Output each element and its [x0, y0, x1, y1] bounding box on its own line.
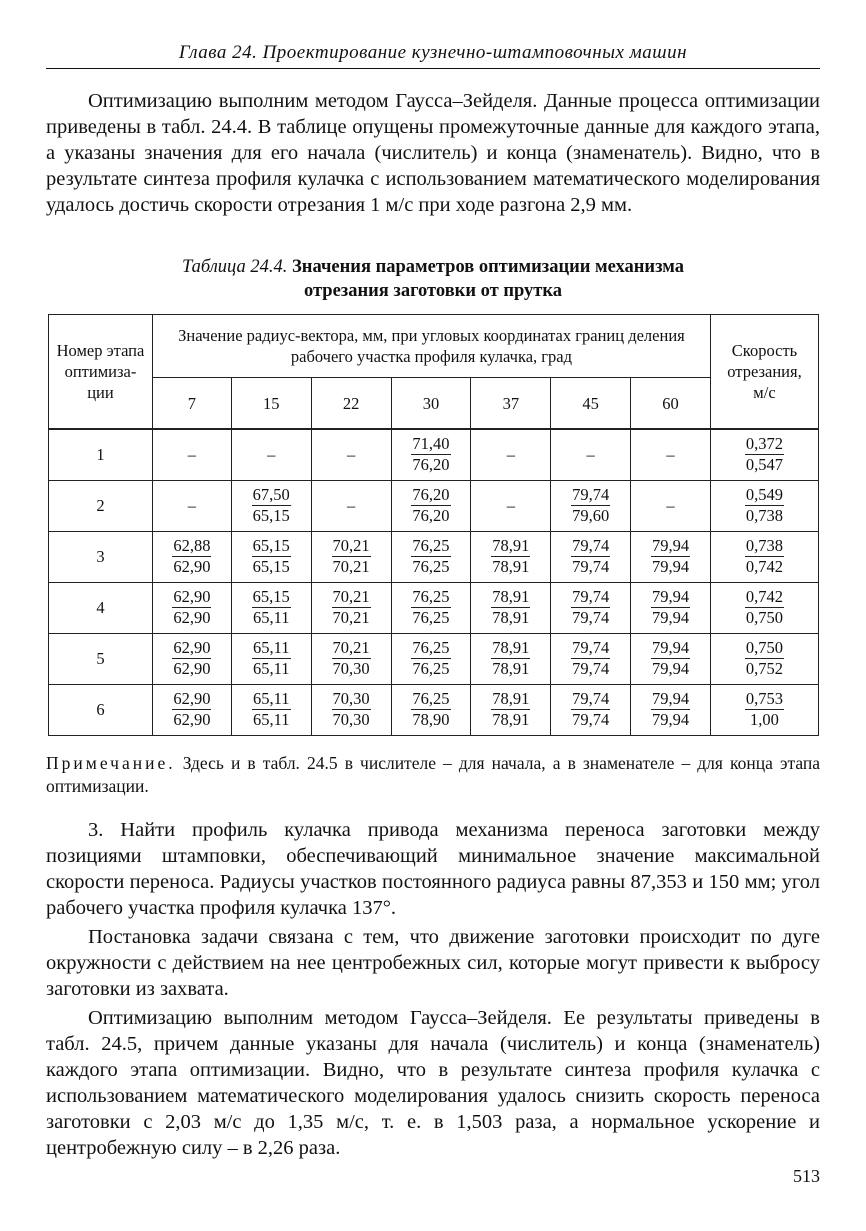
denominator-end-value: 79,74 — [572, 659, 610, 678]
radius-value-cell — [311, 684, 391, 735]
denominator-end-value: 1,00 — [750, 710, 779, 729]
radius-value-cell — [311, 633, 391, 684]
numerator-start-value: 0,372 — [745, 434, 784, 454]
denominator-end-value: 79,94 — [651, 557, 690, 576]
empty-dash-cell: – — [152, 480, 231, 531]
fraction — [411, 638, 450, 679]
table-row — [49, 633, 819, 684]
empty-dash-cell: – — [471, 480, 551, 531]
denominator-end-value: 65,15 — [252, 506, 290, 525]
radius-value-cell — [551, 531, 631, 582]
optimization-table — [48, 314, 819, 736]
header-speed: Скорость отрезания, м/с — [710, 315, 818, 430]
numerator-start-value: 79,74 — [572, 689, 610, 708]
denominator-end-value: 62,90 — [173, 710, 211, 729]
table-row — [49, 684, 819, 735]
fraction — [491, 536, 530, 577]
numerator-start-value: 70,21 — [332, 536, 370, 555]
fraction — [172, 536, 211, 577]
fraction — [411, 587, 450, 628]
numerator-start-value: 79,74 — [572, 536, 610, 555]
denominator-end-value: 78,91 — [492, 710, 530, 729]
radius-value-cell — [391, 582, 471, 633]
denominator-end-value: 62,90 — [173, 659, 211, 678]
denominator-end-value: 79,74 — [572, 710, 610, 729]
paragraph-task-3: 3. Найти профиль кулачка привода механизма переноса заготовки между позициями штамповки, обеспечивающий минимальное значение максимальной скорости переноса. Радиусы участков постоянного радиуса равны 87,353 и 150 мм; угол рабочего участка профиля кулачка 137°. — [46, 819, 820, 919]
stage-number-cell: 1 — [49, 429, 153, 480]
fraction — [745, 485, 784, 526]
empty-dash-cell: – — [311, 480, 391, 531]
fraction — [252, 536, 291, 577]
header-stage: Номер этапа оптимиза-ции — [49, 315, 153, 430]
radius-value-cell — [551, 633, 631, 684]
numerator-start-value: 0,742 — [745, 587, 784, 606]
table-row — [49, 531, 819, 582]
radius-value-cell — [631, 531, 711, 582]
denominator-end-value: 76,25 — [412, 557, 450, 576]
fraction — [332, 536, 371, 577]
numerator-start-value: 65,11 — [252, 638, 290, 657]
running-header: Глава 24. Проектирование кузнечно-штамповочных машин — [178, 42, 688, 63]
note-label: Примечание. — [46, 753, 176, 773]
table-note — [46, 752, 820, 798]
numerator-start-value: 70,21 — [332, 638, 370, 657]
header-angle: 37 — [471, 378, 551, 430]
radius-value-cell — [391, 480, 471, 531]
radius-value-cell — [471, 531, 551, 582]
numerator-start-value: 79,94 — [651, 587, 690, 606]
stage-number-cell: 3 — [49, 531, 153, 582]
denominator-end-value: 70,30 — [332, 710, 370, 729]
note-text: Здесь и в табл. 24.5 в числителе – для начала, а в знаменателе – для конца этапа оптимизации. — [46, 753, 821, 796]
stage-number-cell: 4 — [49, 582, 153, 633]
numerator-start-value: 67,50 — [252, 485, 290, 504]
denominator-end-value: 78,91 — [492, 659, 530, 678]
radius-value-cell — [471, 633, 551, 684]
fraction — [252, 485, 291, 526]
header-angle: 15 — [231, 378, 311, 430]
radius-value-cell — [152, 582, 231, 633]
fraction — [172, 638, 211, 679]
intro-paragraph: Оптимизацию выполним методом Гаусса–Зейделя. Данные процесса оптимизации приведены в табл. 24.4. В таблице опущены промежуточные данные для каждого этапа, а указаны значения для его начала (числитель) и конца (знаменатель). Видно, что в результате синтеза профиля кулачка с использованием математического моделирования удалось достичь скорости отрезания 1 м/с при ходе разгона 2,9 мм. — [46, 90, 820, 216]
body-block — [46, 817, 820, 1161]
radius-value-cell — [231, 582, 311, 633]
numerator-start-value: 76,25 — [412, 638, 450, 657]
denominator-end-value: 70,21 — [332, 557, 370, 576]
page-number: 513 — [793, 1166, 820, 1186]
stage-number-cell: 6 — [49, 684, 153, 735]
speed-value-cell — [710, 531, 818, 582]
numerator-start-value: 78,91 — [492, 587, 530, 606]
header-radius: Значение радиус-вектора, мм, при угловых координатах границ деления рабочего участка профиля кулачка, град — [152, 315, 710, 378]
denominator-end-value: 79,74 — [572, 608, 610, 627]
table-body — [49, 429, 819, 735]
table-caption — [46, 255, 820, 303]
denominator-end-value: 78,91 — [492, 608, 530, 627]
denominator-end-value: 0,750 — [745, 608, 784, 627]
paragraph-problem-statement: Постановка задачи связана с тем, что движение заготовки происходит по дуге окружности с действием на нее центробежных сил, которые могут привести к выбросу заготовки из захвата. — [46, 926, 820, 1000]
empty-dash-cell: – — [152, 429, 231, 480]
denominator-end-value: 76,25 — [412, 659, 450, 678]
numerator-start-value: 65,15 — [252, 587, 290, 606]
fraction — [651, 587, 690, 628]
fraction — [571, 587, 610, 628]
radius-value-cell — [152, 633, 231, 684]
fraction — [745, 689, 784, 730]
numerator-start-value: 79,94 — [651, 536, 690, 555]
denominator-end-value: 70,30 — [332, 659, 370, 678]
speed-value-cell — [710, 633, 818, 684]
radius-value-cell — [231, 684, 311, 735]
numerator-start-value: 65,11 — [252, 689, 290, 708]
denominator-end-value: 76,20 — [412, 506, 450, 525]
numerator-start-value: 0,750 — [745, 638, 784, 657]
numerator-start-value: 70,30 — [332, 689, 370, 708]
fraction — [252, 689, 291, 730]
numerator-start-value: 62,90 — [173, 638, 211, 657]
denominator-end-value: 79,94 — [651, 608, 690, 627]
numerator-start-value: 0,753 — [745, 689, 784, 708]
fraction — [411, 689, 450, 730]
header-angle: 45 — [551, 378, 631, 430]
empty-dash-cell: – — [631, 429, 711, 480]
empty-dash-cell: – — [631, 480, 711, 531]
radius-value-cell — [631, 684, 711, 735]
fraction — [332, 689, 371, 730]
numerator-start-value: 79,94 — [651, 638, 690, 657]
empty-dash-cell: – — [471, 429, 551, 480]
stage-number-cell: 2 — [49, 480, 153, 531]
fraction — [745, 587, 784, 628]
radius-value-cell — [631, 633, 711, 684]
fraction — [172, 689, 211, 730]
numerator-start-value: 79,74 — [572, 638, 610, 657]
empty-dash-cell: – — [551, 429, 631, 480]
denominator-end-value: 70,21 — [332, 608, 370, 627]
denominator-end-value: 79,94 — [651, 659, 690, 678]
fraction — [651, 638, 690, 679]
numerator-start-value: 76,25 — [412, 587, 450, 606]
header-rule — [46, 68, 820, 69]
radius-value-cell — [471, 684, 551, 735]
radius-value-cell — [631, 582, 711, 633]
table-caption-label: Таблица 24.4. — [182, 257, 288, 277]
speed-value-cell — [710, 480, 818, 531]
fraction — [745, 536, 784, 577]
denominator-end-value: 0,752 — [745, 659, 784, 678]
radius-value-cell — [471, 582, 551, 633]
denominator-end-value: 62,90 — [173, 557, 211, 576]
fraction — [411, 536, 450, 577]
numerator-start-value: 62,88 — [173, 536, 211, 555]
fraction — [651, 536, 690, 577]
radius-value-cell — [311, 531, 391, 582]
speed-value-cell — [710, 429, 818, 480]
fraction — [571, 638, 610, 679]
table-row — [49, 582, 819, 633]
numerator-start-value: 79,74 — [572, 485, 610, 504]
speed-value-cell — [710, 582, 818, 633]
numerator-start-value: 79,94 — [651, 689, 690, 708]
header-angle: 30 — [391, 378, 471, 430]
denominator-end-value: 79,74 — [572, 557, 610, 576]
table-caption-title-line2: отрезания заготовки от прутка — [303, 281, 563, 301]
paragraph-optimization-result: Оптимизацию выполним методом Гаусса–Зейделя. Ее результаты приведены в табл. 24.5, причем данные указаны для начала (числитель) и конца (знаменатель) каждого этапа оптимизации. Видно, что в результате синтеза профиля кулачка с использованием математического моделирования удалось снизить скорость переноса заготовки с 2,03 м/с до 1,35 м/с, т. е. в 1,503 раза, а нормальное ускорение и центробежную силу – в 2,26 раза. — [46, 1007, 820, 1159]
radius-value-cell — [311, 582, 391, 633]
radius-value-cell — [152, 531, 231, 582]
fraction — [651, 689, 690, 730]
fraction — [571, 536, 610, 577]
fraction — [745, 638, 784, 679]
numerator-start-value: 78,91 — [492, 536, 530, 555]
empty-dash-cell: – — [231, 429, 311, 480]
denominator-end-value: 65,15 — [252, 557, 290, 576]
fraction — [571, 689, 610, 730]
denominator-end-value: 65,11 — [252, 659, 290, 678]
table-caption-title-line1: Значения параметров оптимизации механизма — [292, 257, 684, 277]
fraction — [252, 638, 291, 679]
radius-value-cell — [152, 684, 231, 735]
radius-value-cell — [391, 684, 471, 735]
denominator-end-value: 78,91 — [492, 557, 530, 576]
fraction — [491, 587, 530, 628]
fraction — [491, 638, 530, 679]
header-angle: 60 — [631, 378, 711, 430]
fraction — [745, 434, 784, 475]
header-angle: 22 — [311, 378, 391, 430]
denominator-end-value: 79,94 — [651, 710, 690, 729]
denominator-end-value: 0,742 — [745, 557, 784, 576]
fraction — [571, 485, 610, 526]
radius-value-cell — [391, 633, 471, 684]
stage-number-cell: 5 — [49, 633, 153, 684]
numerator-start-value: 71,40 — [412, 434, 450, 454]
denominator-end-value: 0,738 — [745, 506, 784, 525]
radius-value-cell — [231, 531, 311, 582]
fraction — [252, 587, 291, 628]
denominator-end-value: 65,11 — [252, 710, 290, 729]
fraction — [172, 587, 211, 628]
fraction — [411, 434, 450, 475]
radius-value-cell — [391, 531, 471, 582]
speed-value-cell — [710, 684, 818, 735]
denominator-end-value: 76,20 — [412, 455, 450, 475]
fraction — [491, 689, 530, 730]
numerator-start-value: 79,74 — [572, 587, 610, 606]
radius-value-cell — [391, 429, 471, 480]
denominator-end-value: 79,60 — [572, 506, 610, 525]
numerator-start-value: 62,90 — [173, 587, 211, 606]
intro-block — [46, 88, 820, 218]
denominator-end-value: 78,90 — [412, 710, 450, 729]
radius-value-cell — [231, 480, 311, 531]
table-row — [49, 429, 819, 480]
numerator-start-value: 76,25 — [412, 689, 450, 708]
denominator-end-value: 62,90 — [173, 608, 211, 627]
numerator-start-value: 76,20 — [412, 485, 450, 504]
numerator-start-value: 70,21 — [332, 587, 370, 606]
fraction — [332, 587, 371, 628]
numerator-start-value: 0,738 — [745, 536, 784, 555]
empty-dash-cell: – — [311, 429, 391, 480]
numerator-start-value: 78,91 — [492, 689, 530, 708]
fraction — [411, 485, 450, 526]
radius-value-cell — [231, 633, 311, 684]
denominator-end-value: 0,547 — [745, 455, 784, 475]
numerator-start-value: 62,90 — [173, 689, 211, 708]
denominator-end-value: 76,25 — [412, 608, 450, 627]
fraction — [332, 638, 371, 679]
radius-value-cell — [551, 684, 631, 735]
denominator-end-value: 65,11 — [252, 608, 290, 627]
numerator-start-value: 0,549 — [745, 485, 784, 504]
numerator-start-value: 76,25 — [412, 536, 450, 555]
radius-value-cell — [551, 480, 631, 531]
table-row — [49, 480, 819, 531]
radius-value-cell — [551, 582, 631, 633]
numerator-start-value: 78,91 — [492, 638, 530, 657]
numerator-start-value: 65,15 — [252, 536, 290, 555]
header-angle: 7 — [152, 378, 231, 430]
